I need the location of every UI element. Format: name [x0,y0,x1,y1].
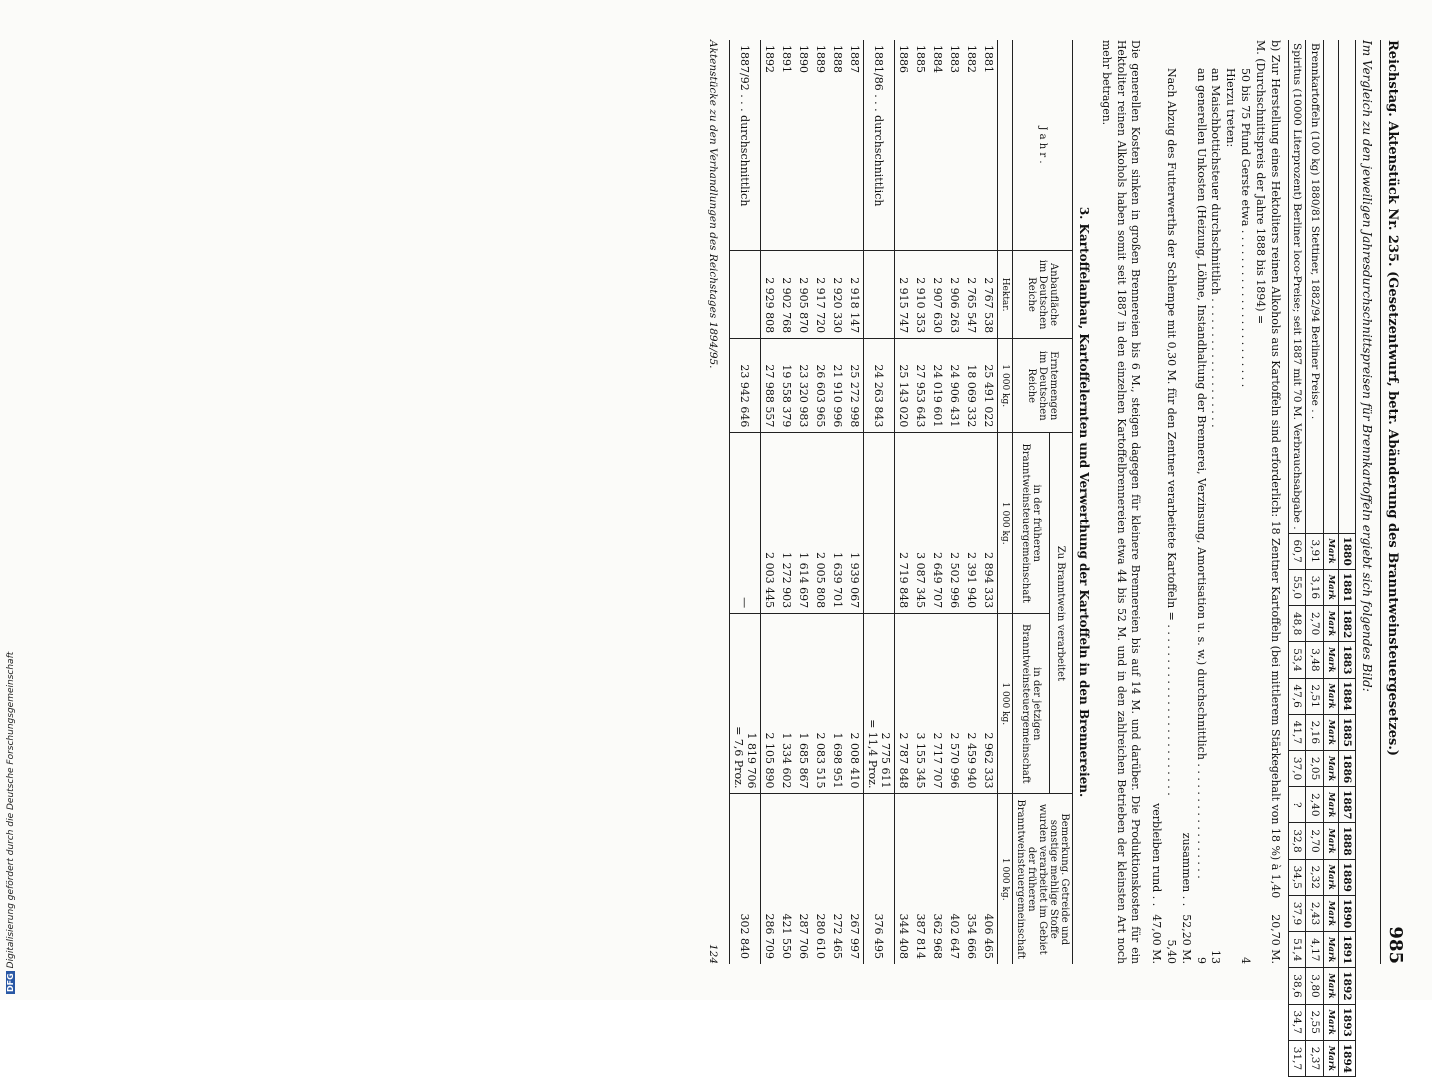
price-body [1288,40,1323,1077]
price-cell: 55,0 [1288,569,1306,605]
price-cell: 3,80 [1306,968,1324,1004]
row-erntemenge: 23 320 983 [795,339,812,433]
row-year: 1888 [829,40,846,251]
price-year-row [1339,40,1356,1077]
unit-hektar: Hektar. [997,251,1012,339]
col-frueher: in der früheren Branntweinsteuergemeinschaft [1012,433,1050,614]
row-anbauflaeche: 2 929 808 [760,251,778,339]
price-unit: Mark [1324,678,1339,714]
price-year-1890: 1890 [1339,895,1356,931]
price-unit-row [1324,40,1339,1077]
dfg-logo: DFG [6,973,15,992]
calc-zusammen-value: 52,20 M. [1179,914,1193,964]
page-number: 985 [1385,926,1406,964]
price-cell: 32,8 [1288,823,1306,859]
price-unit: Mark [1324,859,1339,895]
stats-header-row-1 [1050,40,1072,964]
row-year: 1891 [778,40,795,251]
calc-nach-value: 5,40 [1164,939,1178,964]
row-erntemenge: 21 910 996 [829,339,846,433]
price-year-1886: 1886 [1339,750,1356,786]
col-zu-branntwein: Zu Branntwein verarbeitet [1050,433,1072,794]
table-row [760,40,778,964]
calc-zusammen [1178,40,1193,964]
price-cell: 2,05 [1306,750,1324,786]
price-year-1881: 1881 [1339,569,1356,605]
price-year-1889: 1889 [1339,859,1356,895]
row-erntemenge: 19 558 379 [778,339,795,433]
row-erntemenge: 24 906 431 [946,339,963,433]
price-year-1883: 1883 [1339,642,1356,678]
row-erntemenge: 25 272 998 [846,339,864,433]
page-header [1380,40,1406,964]
row-frueher: 2 649 707 [929,433,946,614]
row-bemerkung: 354 666 [963,794,980,964]
avg-jetzig [729,614,760,794]
footer-left: Aktenstücke zu den Verhandlungen des Reichstages 1894/95. [706,40,719,369]
row-bemerkung: 280 610 [812,794,829,964]
row-jetzig: 2 570 996 [946,614,963,794]
stats-unit-row [997,40,1012,964]
price-unit: Mark [1324,823,1339,859]
row-year: 1886 [894,40,912,251]
price-cell: 2,51 [1306,678,1324,714]
calc-line3-value: 13 [1209,950,1223,964]
price-year-1884: 1884 [1339,678,1356,714]
row-erntemenge: 25 491 022 [980,339,998,433]
calc-line2-value: 4 [1239,957,1253,964]
price-year-1894: 1894 [1339,1040,1356,1076]
price-unit: Mark [1324,787,1339,823]
avg-ernte: 23 942 646 [729,339,760,433]
row-bemerkung: 286 709 [760,794,778,964]
row-bemerkung: 287 706 [795,794,812,964]
price-unit: Mark [1324,714,1339,750]
row-bemerkung: 402 647 [946,794,963,964]
avg-percent: = 7,6 Proz. [731,726,745,789]
price-year-1885: 1885 [1339,714,1356,750]
row-jetzig: 3 155 345 [912,614,929,794]
price-unit: Mark [1324,895,1339,931]
calc-line-4 [1193,40,1208,964]
price-cell: 2,16 [1306,714,1324,750]
digitization-credit [4,574,16,994]
calc-verbleiben [1148,40,1163,964]
col-erntemengen: Erntemengen im Deutschen Reiche [1012,339,1072,433]
row-bemerkung: 267 997 [846,794,864,964]
price-unit: Mark [1324,750,1339,786]
avg-ernte: 24 263 843 [863,339,894,433]
unit-bem: 1 000 kg. [997,794,1012,964]
col-jahr: J a h r . [1012,40,1072,251]
row-bemerkung: 421 550 [778,794,795,964]
price-unit: Mark [1324,968,1339,1004]
price-cell: 4,17 [1306,932,1324,968]
avg-bemerkung: 302 840 [729,794,760,964]
calc-b-value: 20,70 M. [1268,914,1282,964]
row-jetzig: 1 334 602 [778,614,795,794]
avg-blank [863,251,894,339]
col-anbauflaeche: Anbaufläche im Deutschen Reiche [1012,251,1072,339]
row-bemerkung: 362 968 [929,794,946,964]
avg-blank [729,251,760,339]
price-year-1891: 1891 [1339,932,1356,968]
price-cell: 2,55 [1306,1004,1324,1040]
col-jetzig: in der jetzigen Branntweinsteuergemeinschaft [1012,614,1050,794]
table-row [829,40,846,964]
row-year: 1885 [912,40,929,251]
row-frueher: 1 272 903 [778,433,795,614]
price-cell: 41,7 [1288,714,1306,750]
price-unit: Mark [1324,569,1339,605]
row-frueher: 2 003 445 [760,433,778,614]
unit-frueher: 1 000 kg. [997,433,1012,614]
price-cell: 3,16 [1306,569,1324,605]
price-unit: Mark [1324,1004,1339,1040]
average-row [863,40,894,964]
row-jetzig: 2 105 890 [760,614,778,794]
price-year-1893: 1893 [1339,1004,1356,1040]
row-anbauflaeche: 2 905 870 [795,251,812,339]
row-jetzig: 2 787 848 [894,614,912,794]
row-anbauflaeche: 2 906 263 [946,251,963,339]
row-erntemenge: 27 953 643 [912,339,929,433]
row-frueher: 2 005 808 [812,433,829,614]
table-row [795,40,812,964]
calc-line-3 [1208,40,1223,964]
price-unit: Mark [1324,606,1339,642]
header-title: Reichstag. Aktenstück Nr. 235. (Gesetzentwurf, betr. Abänderung des Branntweinsteuergesetzes.) [1385,40,1400,757]
row-bemerkung: 387 814 [912,794,929,964]
stats-body [729,40,997,964]
avg-frueher: — [729,433,760,614]
price-year-1892: 1892 [1339,968,1356,1004]
potato-statistics-table [729,40,1073,964]
price-cell: 2,32 [1306,859,1324,895]
price-cell: 2,70 [1306,606,1324,642]
table-row [812,40,829,964]
table-row [963,40,980,964]
price-cell: 2,70 [1306,823,1324,859]
col-bemerkung: Bemerkung. Getreide und sonstige mehlige Stoffe wurden verarbeitet im Gebiet der früheren Branntweinsteuergemeinschaft [1012,794,1072,964]
calc-line-b [1252,40,1282,964]
price-year-1880: 1880 [1339,533,1356,569]
price-cell: 3,91 [1306,533,1324,569]
price-unit: Mark [1324,1040,1339,1076]
price-cell: 60,7 [1288,533,1306,569]
row-jetzig: 2 008 410 [846,614,864,794]
table-row [894,40,912,964]
table-row [778,40,795,964]
avg-bemerkung: 376 495 [863,794,894,964]
calc-verbleiben-value: 47,00 M. [1150,914,1164,964]
row-anbauflaeche: 2 910 353 [912,251,929,339]
credit-text-wrap [6,574,16,994]
price-unit: Mark [1324,932,1339,968]
row-bemerkung: 406 465 [980,794,998,964]
row-erntemenge: 24 019 601 [929,339,946,433]
row-bemerkung: 344 408 [894,794,912,964]
row-year: 1883 [946,40,963,251]
cost-calculation [1148,40,1282,964]
calc-line2-text: 50 bis 75 Pfund Gerste etwa . . . . . . . . . . . . . . . . . . . . . . . [1239,68,1253,388]
avg-jetzig-value: 2 775 611 [878,732,892,789]
row-frueher: 2 391 940 [963,433,980,614]
row-jetzig: 2 717 707 [929,614,946,794]
price-unit: Mark [1324,642,1339,678]
avg-jetzig [863,614,894,794]
price-cell: 2,40 [1306,787,1324,823]
calc-nach [1163,40,1178,964]
section3-title: 3. Kartoffelanbau, Kartoffelernten und Verwerthung der Kartoffeln in den Brennereien. [1076,206,1091,798]
row-anbauflaeche: 2 907 630 [929,251,946,339]
row-anbauflaeche: 2 902 768 [778,251,795,339]
price-cell: 2,43 [1306,895,1324,931]
page-footer [707,40,719,964]
row-anbauflaeche: 2 915 747 [894,251,912,339]
intro-text: Im Vergleich zu den jeweiligen Jahresdurchschnittspreisen für Brennkartoffeln ergiebt sich folgendes Bild: [1360,40,1374,692]
row-anbauflaeche: 2 765 547 [963,251,980,339]
price-year-1888: 1888 [1339,823,1356,859]
row-year: 1892 [760,40,778,251]
table-row [912,40,929,964]
row-frueher: 3 087 345 [912,433,929,614]
price-cell: 48,8 [1288,606,1306,642]
row-erntemenge: 18 069 332 [963,339,980,433]
row-jetzig: 2 459 940 [963,614,980,794]
row-erntemenge: 26 603 965 [812,339,829,433]
footer-page: 124 [706,943,719,964]
calc-line4-text: an generellen Unkosten (Heizung, Löhne, Instandhaltung der Brennerei, Verzinsung, Amortisation u. s. w.) durchschnittlich . . . . . . . . . . . . . . . . . [1194,68,1208,879]
row-frueher: 2 719 848 [894,433,912,614]
price-cell: 47,6 [1288,678,1306,714]
row-frueher: 1 939 067 [846,433,864,614]
calc-line-2 [1237,40,1252,964]
row-frueher: 2 502 996 [946,433,963,614]
row-anbauflaeche: 2 918 147 [846,251,864,339]
price-row [1306,40,1324,1077]
avg-jetzig-value: 1 819 706 [744,732,758,789]
average-row [729,40,760,964]
price-unit: Mark [1324,533,1339,569]
price-cell: 3,48 [1306,642,1324,678]
row-anbauflaeche: 2 920 330 [829,251,846,339]
unit-ernte: 1 000 kg. [997,339,1012,433]
price-cell: 34,7 [1288,1004,1306,1040]
row-frueher: 2 894 333 [980,433,998,614]
price-year-1882: 1882 [1339,606,1356,642]
calc-line3-text: an Maischbottichsteuer durchschnittlich . . . . . . . . . . . . . . . . . . . [1209,68,1223,428]
calc-b-text: b) Zur Herstellung eines Hektoliters reinen Alkohols aus Kartoffeln sind erforderlich: 18 Zentner Kartoffeln (bei mittlerem Stärkegehalt von 18 %) à 1,40 M. (Durchschnittspreis der Jahre 1888 bis 1894) = [1253,40,1282,899]
credit-text: Digitalisierung gefördert durch die Deutsche Forschungsgemeinschaft [6,651,16,969]
row-erntemenge: 27 988 557 [760,339,778,433]
price-row-label: Spiritus (10000 Literprozent) Berliner loco-Preise; seit 1887 mit 70 M. Verbrauchsabgabe . [1288,40,1306,533]
row-year: 1889 [812,40,829,251]
row-year: 1887 [846,40,864,251]
row-jetzig: 1 698 951 [829,614,846,794]
price-cell: 34,5 [1288,859,1306,895]
table-row [946,40,963,964]
price-cell: ? [1288,787,1306,823]
table-row [980,40,998,964]
row-year: 1884 [929,40,946,251]
table-row [846,40,864,964]
row-frueher: 1 639 701 [829,433,846,614]
price-year-1887: 1887 [1339,787,1356,823]
price-cell: 37,0 [1288,750,1306,786]
price-cell: 53,4 [1288,642,1306,678]
row-jetzig: 2 083 515 [812,614,829,794]
calc-hinzu: Hierzu treten: [1224,68,1238,148]
unit-blank [997,40,1012,251]
price-cell: 31,7 [1288,1040,1306,1076]
unit-jetzig: 1 000 kg. [997,614,1012,794]
avg-percent: = 11,4 Proz. [865,719,879,789]
price-table [1288,40,1356,1077]
calc-zusammen-label: zusammen . . [1179,832,1193,907]
row-year: 1890 [795,40,812,251]
row-anbauflaeche: 2 917 720 [812,251,829,339]
avg-frueher-blank [863,433,894,614]
row-anbauflaeche: 2 767 538 [980,251,998,339]
row-jetzig: 2 962 333 [980,614,998,794]
row-jetzig: 1 685 867 [795,614,812,794]
table-row [929,40,946,964]
row-year: 1881 [980,40,998,251]
price-row [1288,40,1306,1077]
price-corner [1339,40,1356,533]
avg-label: 1881/86 . . . durchschnittlich [863,40,894,251]
price-row-label: Brennkartoffeln (100 kg) 1880/81 Stettiner, 1882/94 Berliner Preise . . [1306,40,1324,533]
price-cell: 37,9 [1288,895,1306,931]
avg-label: 1887/92 . . . durchschnittlich [729,40,760,251]
section3-paragraph: Die generellen Kosten sinken in großen Brennereien bis 6 M., steigen dagegen für kleinere Brennereien bis auf 14 M. und darüber. Die Produktionskosten für ein Hektoliter reinen Alkohols haben somit seit 1887 in den einzelnen Kartoffelbrennereien etwa 44 bis 52 M. und in den zahlreichen Betrieben der kleinsten Art noch mehr betragen. [1100,40,1143,964]
price-cell: 2,37 [1306,1040,1324,1076]
row-year: 1882 [963,40,980,251]
price-cell: 51,4 [1288,932,1306,968]
price-corner-unit [1324,40,1339,533]
price-cell: 38,6 [1288,968,1306,1004]
row-frueher: 1 614 697 [795,433,812,614]
calc-nach-text: Nach Abzug des Futterwerths der Schlempe mit 0,30 M. für den Zentner verarbeitete Kartoffeln = . . . . . . . . . . . . . . . . . . . . . . . . . [1164,68,1178,796]
calc-verbleiben-label: verbleiben rund . . [1150,803,1164,907]
calc-line4-value: 9 [1194,957,1208,964]
row-bemerkung: 272 465 [829,794,846,964]
row-erntemenge: 25 143 020 [894,339,912,433]
